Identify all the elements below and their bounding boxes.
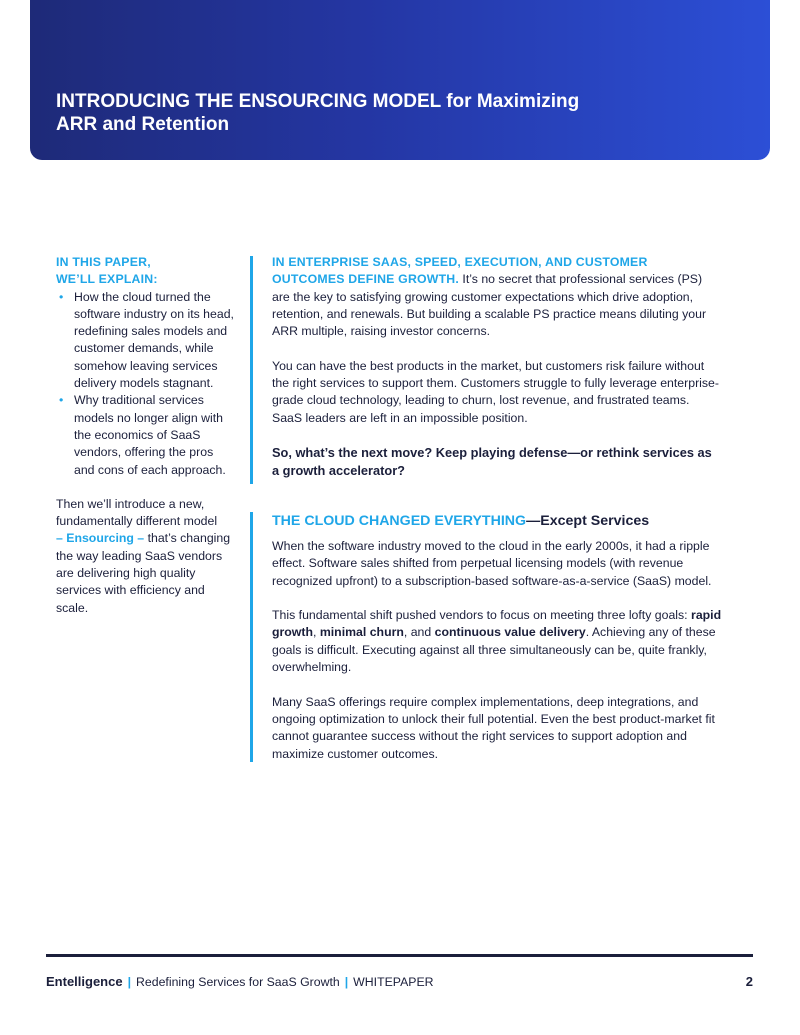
list-item: • Why traditional services models no longer align with the economics of SaaS vendors, offering the pros and cons of each approach. [56, 392, 236, 478]
section2-paragraph2-intro: This fundamental shift pushed vendors to focus on meeting three lofty goals: [272, 608, 692, 623]
footer-subtitle: Redefining Services for SaaS Growth [136, 975, 340, 989]
sidebar-intro-rest: that’s changing the way leading SaaS vendors are delivering high quality services with efficiency and scale. [56, 531, 231, 615]
section1-paragraph1-text: It’s no secret that professional services (PS) are the key to satisfying growing customer expectations which drive adoption, retention, and renewals. But building a scalable PS practice means diluting your ARR multiple, raising investor concerns. [272, 272, 707, 339]
page-title [56, 90, 696, 136]
goal-separator: , [312, 625, 320, 640]
section1-paragraph1 [272, 254, 722, 340]
page-number: 2 [745, 974, 753, 989]
sidebar-intro [56, 496, 236, 617]
section2-accent-bar [250, 512, 253, 762]
page-header-banner [30, 0, 770, 160]
section1-paragraph2: You can have the best products in the market, but customers risk failure without the right services to support them. Customers struggle to fully leverage enterprise-grade cloud technology, leading to churn, lost revenue, and frustrated teams. SaaS leaders are left in an impossible position. [272, 358, 719, 425]
page-title-line2: ARR and Retention [56, 114, 230, 135]
goal-minimal-churn: minimal churn [319, 625, 404, 640]
section2-heading-accent: THE CLOUD CHANGED EVERYTHING [272, 513, 527, 529]
sidebar-bullet-list [56, 289, 236, 479]
section1-lead: IN ENTERPRISE SAAS, SPEED, EXECUTION, AND CUSTOMER OUTCOMES DEFINE GROWTH. [272, 255, 648, 287]
section2-heading-rest: —Except Services [526, 513, 650, 529]
footer-separator: | [127, 975, 132, 989]
page-footer [46, 974, 753, 990]
goal-rapid-growth: rapid growth [272, 608, 722, 640]
section1-callout: So, what’s the next move? Keep playing defense—or rethink services as a growth accelerator? [272, 445, 712, 479]
section-growth [272, 254, 722, 480]
goal-separator: , and [403, 625, 435, 640]
page-title-line1: INTRODUCING THE ENSOURCING MODEL for Maximizing [56, 91, 580, 112]
sidebar [56, 254, 236, 617]
section2-paragraph2 [272, 607, 722, 676]
sidebar-intro-text: Then we’ll introduce a new, fundamentally different model [56, 496, 218, 529]
goal-continuous-value: continuous value delivery [434, 625, 586, 640]
section2-heading [272, 512, 722, 530]
footer-separator: | [344, 975, 349, 989]
footer-doc-type: WHITEPAPER [353, 975, 434, 989]
section-cloud [272, 512, 722, 780]
sidebar-kicker [56, 254, 236, 289]
section2-paragraph3: Many SaaS offerings require complex implementations, deep integrations, and ongoing optimization to unlock their full potential. Even the best product-market fit cannot guarantee success without the right services to support adoption and maximize customer outcomes. [272, 694, 715, 761]
list-item: • How the cloud turned the software industry on its head, redefining sales models and customer demands, while somehow leaving services delivery models stagnant. [56, 289, 236, 393]
section2-paragraph1: When the software industry moved to the cloud in the early 2000s, it had a ripple effect. Software sales shifted from perpetual licensing models (with revenue recognized upfront) to a subscription-based software-as-a-service (SaaS) model. [272, 539, 712, 588]
section2-paragraph2-rest: . Achieving any of these goals is difficult. Executing against all three simultaneously can be, quite frankly, overwhelming. [272, 625, 716, 675]
footer-divider [46, 954, 753, 957]
sidebar-kicker-line2: WE’LL EXPLAIN: [56, 272, 158, 287]
section1-accent-bar [250, 256, 253, 484]
ensourcing-highlight: – Ensourcing – [56, 531, 145, 546]
footer-brand: Entelligence [46, 974, 123, 989]
sidebar-kicker-line1: IN THIS PAPER, [56, 255, 151, 269]
